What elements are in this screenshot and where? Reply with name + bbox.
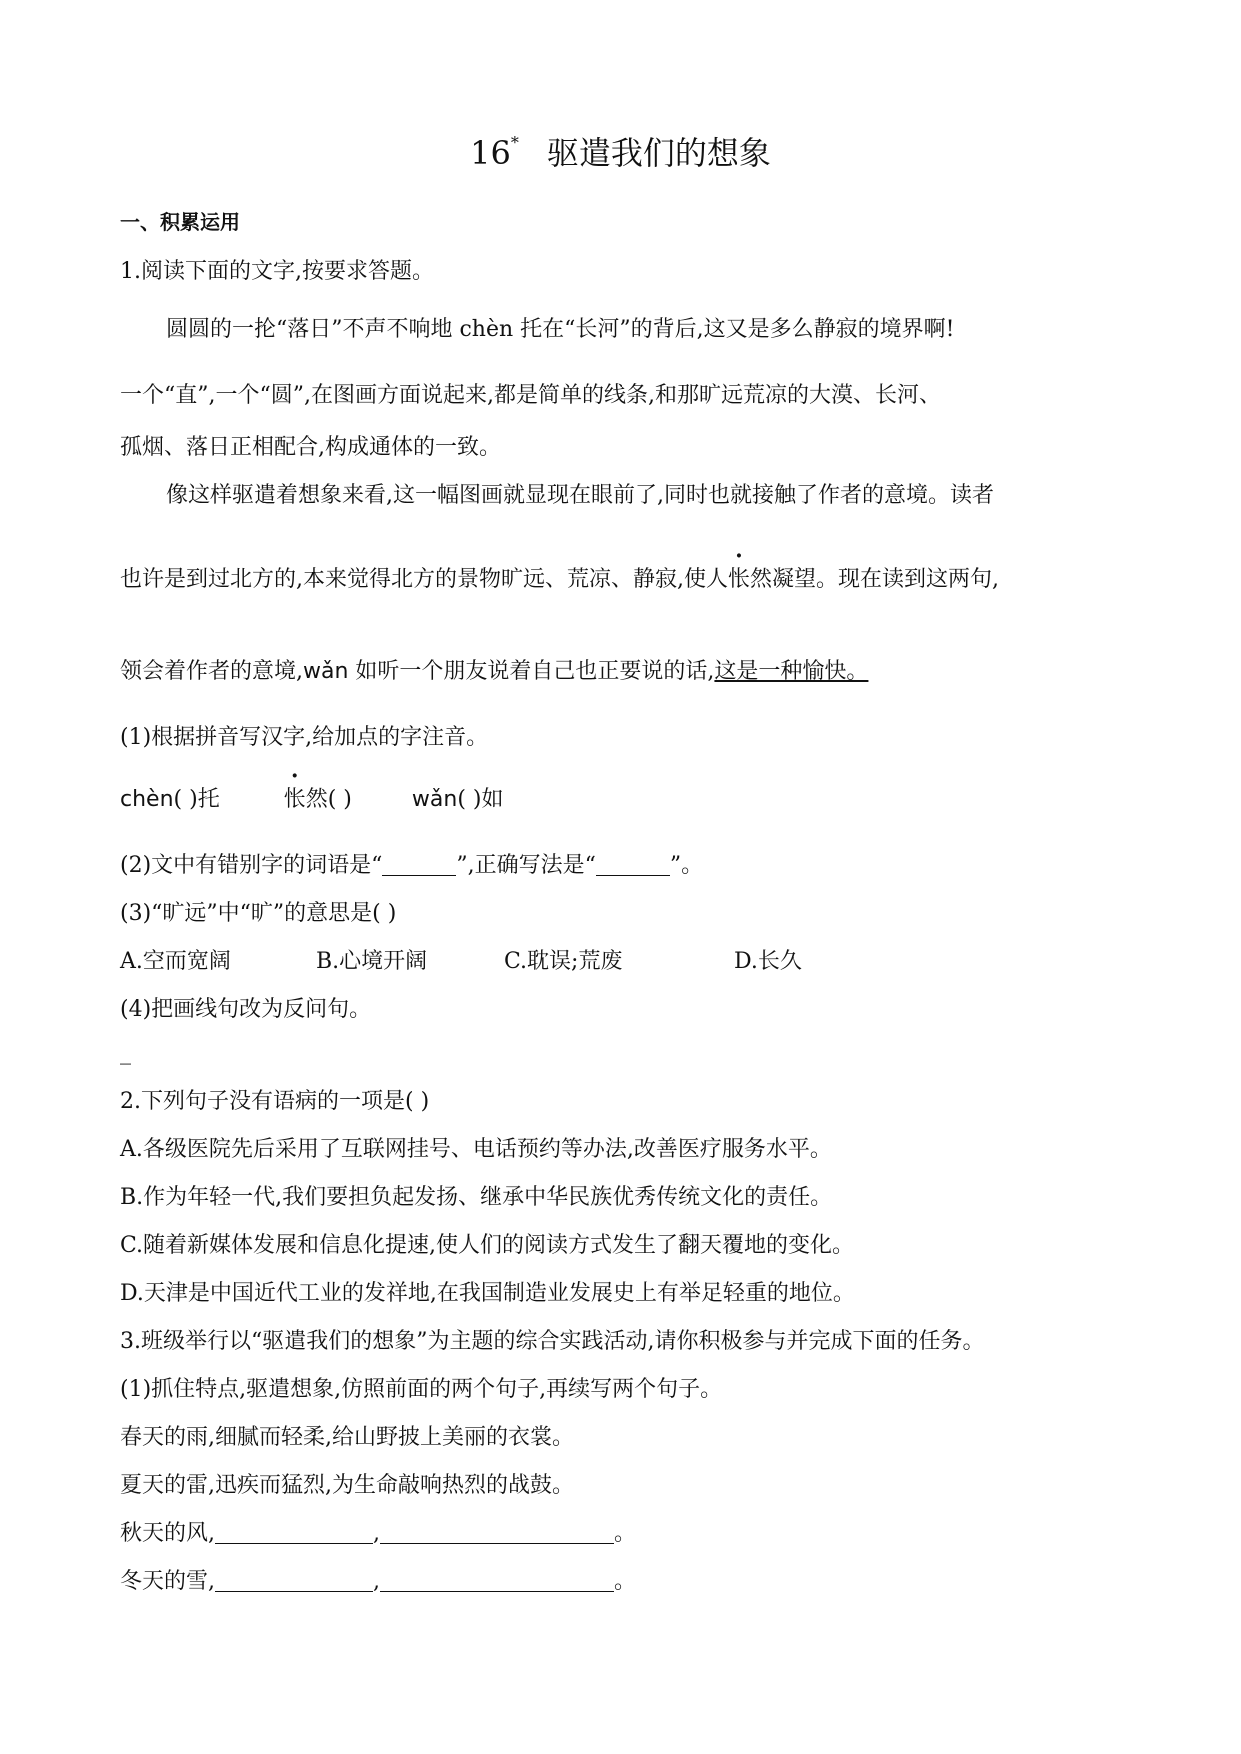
fill-prefix: 冬天的雪, [120,1569,215,1594]
q1-sub4: (4)把画线句改为反问句。 [120,997,372,1022]
answer-blank-autumn-2[interactable] [380,1521,614,1544]
q3-example2: 夏天的雷,迅疾而猛烈,为生命敲响热烈的战鼓。 [120,1473,574,1498]
q1-sub1: (1)根据拼音写汉字,给加点的字注音。 [120,725,489,750]
answer-blank-chang[interactable]: 然( ) [305,787,352,812]
answer-blank-winter-1[interactable] [215,1569,373,1592]
answer-mark: _ [120,1040,131,1065]
answer-blank-wrong-word[interactable] [382,853,456,876]
q2-option-a[interactable]: A.各级医院先后采用了互联网挂号、电话预约等办法,改善医疗服务水平。 [120,1137,832,1162]
answer-blank-autumn-1[interactable] [215,1521,373,1544]
title-text: 驱遣我们的想象 [546,134,771,172]
answer-blank-correct-word[interactable] [596,853,670,876]
comma: , [373,1521,380,1546]
title-number: 16 [470,134,511,172]
title-star: * [510,133,519,152]
q2-option-d[interactable]: D.天津是中国近代工业的发祥地,在我国制造业发展史上有举足轻重的地位。 [120,1281,855,1306]
passage-text: 然凝望。现在读到这两句, [750,567,1000,592]
passage-text: 也许是到过北方的,本来觉得北方的景物旷远、荒凉、静寂,使人 [120,567,728,592]
option-b[interactable]: B.心境开阔 [316,949,428,974]
q3-fill-winter [120,1564,636,1595]
q2-stem: 2.下列句子没有语病的一项是( ) [120,1089,430,1114]
q1-passage-line2: 一个“直”,一个“圆”,在图画方面说起来,都是简单的线条,和那旷远荒凉的大漠、长河、 [120,383,941,408]
q1-stem: 1.阅读下面的文字,按要求答题。 [120,259,434,284]
passage-text: 领会着作者的意境, [120,659,303,684]
sub2-text: ”,正确写法是“ [456,853,596,878]
section-heading: 一、积累运用 [120,210,240,234]
q3-fill-autumn [120,1516,636,1547]
sub2-text: ”。 [669,853,704,878]
q1-passage-line6 [120,654,868,685]
q3-sub1: (1)抓住特点,驱遣想象,仿照前面的两个句子,再续写两个句子。 [120,1377,723,1402]
pinyin-wan: wǎn [303,659,349,684]
sub2-text: (2)文中有错别字的词语是“ [120,853,383,878]
option-a[interactable]: A.空而宽阔 [120,949,231,974]
q3-example1: 春天的雨,细腻而轻柔,给山野披上美丽的衣裳。 [120,1425,574,1450]
period: 。 [614,1569,637,1594]
option-c[interactable]: C.耽误;荒废 [504,949,623,974]
q2-option-c[interactable]: C.随着新媒体发展和信息化提速,使人们的阅读方式发生了翻天覆地的变化。 [120,1233,855,1258]
pinyin-wan: wǎn [411,787,458,812]
option-d[interactable]: D.长久 [734,949,802,974]
fill-prefix: 秋天的风, [120,1521,215,1546]
page-title [0,128,1241,174]
underlined-sentence: 这是一种愉快。 [714,659,869,684]
answer-blank-winter-2[interactable] [380,1569,614,1592]
q1-passage-line4: 像这样驱遣着想象来看,这一幅图画就显现在眼前了,同时也就接触了作者的意境。读者 [166,483,994,508]
answer-blank-chen[interactable]: ( )托 [173,787,220,812]
q1-passage-line3: 孤烟、落日正相配合,构成通体的一致。 [120,435,501,460]
comma: , [373,1569,380,1594]
passage-text: 如听一个朋友说着自己也正要说的话, [348,659,715,684]
q1-passage-line1: 圆圆的一抡“落日”不声不响地 chèn 托在“长河”的背后,这又是多么静寂的境界啊! [166,317,955,342]
pinyin-chen: chèn [120,787,174,812]
q1-sub2 [120,848,703,879]
q1-passage-line5 [120,562,999,593]
answer-blank-wan[interactable]: ( )如 [457,787,504,812]
q2-option-b[interactable]: B.作为年轻一代,我们要担负起发扬、继承中华民族优秀传统文化的责任。 [120,1185,833,1210]
q1-sub3: (3)“旷远”中“旷”的意思是( ) [120,901,397,926]
dotted-char: 怅 [283,787,306,812]
period: 。 [614,1521,637,1546]
q1-sub1-items [120,782,503,813]
q3-stem: 3.班级举行以“驱遣我们的想象”为主题的综合实践活动,请你积极参与并完成下面的任务。 [120,1329,985,1354]
dotted-char: 怅 [728,567,751,592]
